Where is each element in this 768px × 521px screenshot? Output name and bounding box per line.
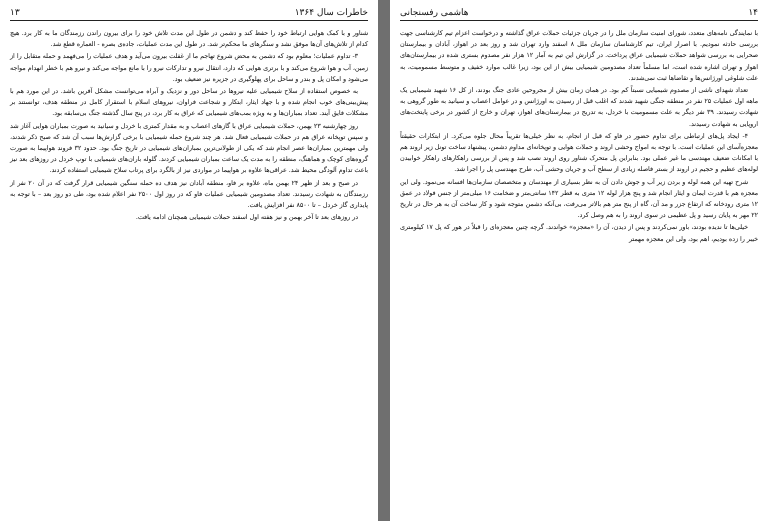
- paragraph: در صبح و بعد از ظهر ۲۴ بهمن ماه، علاوه بر فاو، منطقه آبادان نیز هدف ده حمله سنگین شیمیایی قرار گرفت که در آن ۲۰ نفر از رزمندگان به شهادت رسیدند. تعداد مصدومین شیمیایی عملیات فاو که در روز اول ۲۵۰۰ نفر اعلام شده بود، طی دو روز بعد – با توجه به پایداری گاز خردل – تا ۸۵۰۰ نفر افزایش یافت.: [10, 179, 368, 210]
- running-title: هاشمی رفسنجانی: [400, 8, 469, 18]
- paragraph: خیلی‌ها تا ندیده بودند، باور نمی‌کردند و پس از دیدن، آن را «معجزه» خواندند. گرچه چنین معجزه‌ای را قبلاً در هور که پل ۱۷ کیلومتری خیبر را زده بودیم، اهم بود، ولی این معجزه مهمتر: [400, 224, 758, 243]
- paragraph: روز چهارشنبه ۲۳ بهمن، حملات شیمیایی عراق با گازهای اعصاب و به مقدار کمتری با خردل و سیانید به صورت بمباران هوایی آغاز شد و سپس توپخانه عراق هم در حملات شیمیایی فعال شد. هر چند شروع حمله شیمیایی با برخی گزارش‌ها سبب آن شد که صبح ذکر شدند، ولی مهمترین بمباران‌ها عصر انجام شد که یکی از طولانی‌ترین بمباران‌های شیمیایی در تاریخ جنگ بود. حدود ۳۲ فروند هواپیما به صورت گروه‌های کوچک و هماهنگ، منطقه را به مدت یک ساعت بمباران شیمیایی کردند. گلوله باران‌های شیمیایی با توپ خردل در روزهای بعد نیز باعث تداوم آلودگی محیط شد. عراقی‌ها علاوه بر هواپیما در مواردی نیز از بالگرد برای پرتاب سلاح شیمیایی استفاده کردند.: [10, 122, 368, 175]
- page-header: [400, 6, 758, 21]
- paragraph: ۳- تداوم عملیات؛ معلوم بود که دشمن به محض شروع تهاجم ما از غفلت بیرون می‌آید و هدف عملیات را می‌فهمد و حمله متقابل را از زمین، آب و هوا شروع می‌کند و با برتری هوایی که دارد، انتقال نیرو و تدارکات نیرو را با مانع مواجه می‌کند و نیرو هم با خطر انهدام مواجه می‌شود و امکان پل و بندر و ساحل برای پهلوگیری در جزیره نیز ضعیف بود.: [10, 53, 368, 83]
- page-number: ۱۴: [748, 8, 758, 18]
- page-header: [10, 6, 368, 21]
- paragraph: به خصوص استفاده از سلاح شیمیایی علیه نیروها در ساحل دور و نزدیک و آبراه می‌توانست مشکل آفرین باشد. در این مورد هم با پیش‌بینی‌های خوب انجام شده و با جهاد ایثار، ابتکار و شجاعت فراوان، نیروهای اسلام با استقرار کامل در منطقه هدف، توانستند بر مشکلات فایق آیند. تعداد بمباران‌ها و به ویژه بمب‌های شیمیایی که عراق به کار برد، در پنج سال گذشته جنگ بی‌سابقه بود.: [10, 88, 368, 118]
- paragraph: شرح تهیه این همه لوله و بردن زیر آب و جوش دادن آن به نظر بسیاری از مهندسان و متخصصان سازمان‌ها افسانه می‌نمود. ولی این معجزه هم با قدرت ایمان و ایثار انجام شد و پنج هزار لوله ۱۲ متری به قطر ۱۴۲ سانتی‌متر و ضخامت ۱۶ میلی‌متر از جنس فولاد در عمق ۱۲ متری رودخانه که ارتفاع جزر و مد آن، گاه از پنج متر هم بالاتر می‌رفت، بی‌آنکه دشمن متوجه شود و کار ساخت آن به هر حال در تاریخ ۲۲ مهر به پایان رسید و پل عظیمی در سوی اروند را به هم وصل کرد.: [400, 178, 758, 220]
- paragraph: تعداد شهدای ناشی از مصدوم شیمیایی نسبتاً کم بود. در همان زمان بیش از مجروحین عادی جنگ بودند، از کل ۱۶ شهید شیمیایی یک ماهه اول عملیات ۲۵ نفر در منطقه جنگی شهید شدند که اغلب قبل از رسیدن به اورژانس و در عوامل اعصاب و سیانید به طور گروهی به شهادت رسیدند. ۳۹ نفر دیگر به علت مسمومیت با خردل، به تدریج در بیمارستان‌های اهواز، تهران و خارج از کشور در برخی پایتخت‌های اروپایی به شهادت رسیدند.: [400, 87, 758, 128]
- paragraph: در روزهای بعد تا آخر بهمن و نیز هفته اول اسفند حملات شیمیایی همچنان ادامه یافت.: [135, 214, 358, 222]
- paragraph: ۴- ایجاد پل‌های ارتباطی برای تداوم حضور در فاو که قبل از انجام، به نظر خیلی‌ها تقریباً محال جلوه می‌کرد. از ابتکارات حقیقتاً معجزه‌آسای این عملیات است. با توجه به امواج وحشی اروند و حملات هوایی و توپخانه‌ای مداوم دشمن، پیشنهاد ساخت تونل زیر اروند هم با امکانات ضعیف مهندسی ما غیر عملی بود. بنابراین پل متحرک شناور روی اروند نصب شد و پس از بررسی راهکارهای راهکار خوابیدن لوله‌های عظیم و حجیم در اروند از بستر فاصله زیادی از سطح آب و جریان وحشی آب، طرح مهندسی پل را اجرا شد.: [400, 132, 758, 174]
- right-page: [390, 0, 768, 521]
- paragraph: شناور و با کمک هوایی ارتباط خود را حفظ کند و دشمن در طول این مدت تلاش خود را برای بیرون راندن رزمندگان ما به کار برد. هیچ کدام از تلاش‌های آن‌ها موفق نشد و سنگرهای ما محکم‌تر شد. در طول این مدت عملیات، جاده‌ی بصره - العماره قطع شد.: [10, 30, 368, 49]
- page-number: ۱۳: [10, 8, 20, 18]
- paragraph: با نمایندگی نامه‌های متعدد، شورای امنیت سازمان ملل را در جریان جزئیات حملات عراق گذاشته و درخواست اعزام تیم کارشناسی جهت بررسی حادثه نمودیم. با اصرار ایران، تیم کارشناسان سازمان ملل ۸ اسفند وارد تهران شد و روز بعد در اهواز، آبادان و بیمارستان صحرایی به بررسی شواهد حملات شیمیایی عراق پرداخت. در گزارش این تیم به آمار ۱۲ هزار نفر مصدوم بستری شده در بیمارستان‌های اهواز و تهران اشاره شده است، اما مسلماً تعداد مصدومین شیمیایی بیش از این بود، زیرا غالب موارد خفیف و متوسط مسمومیت، به علت شلوغی اورژانس‌ها و تقاضاها ثبت نمی‌شدند.: [400, 30, 758, 82]
- left-page: [0, 0, 378, 521]
- running-title: خاطرات سال ۱۳۶۴: [294, 8, 368, 18]
